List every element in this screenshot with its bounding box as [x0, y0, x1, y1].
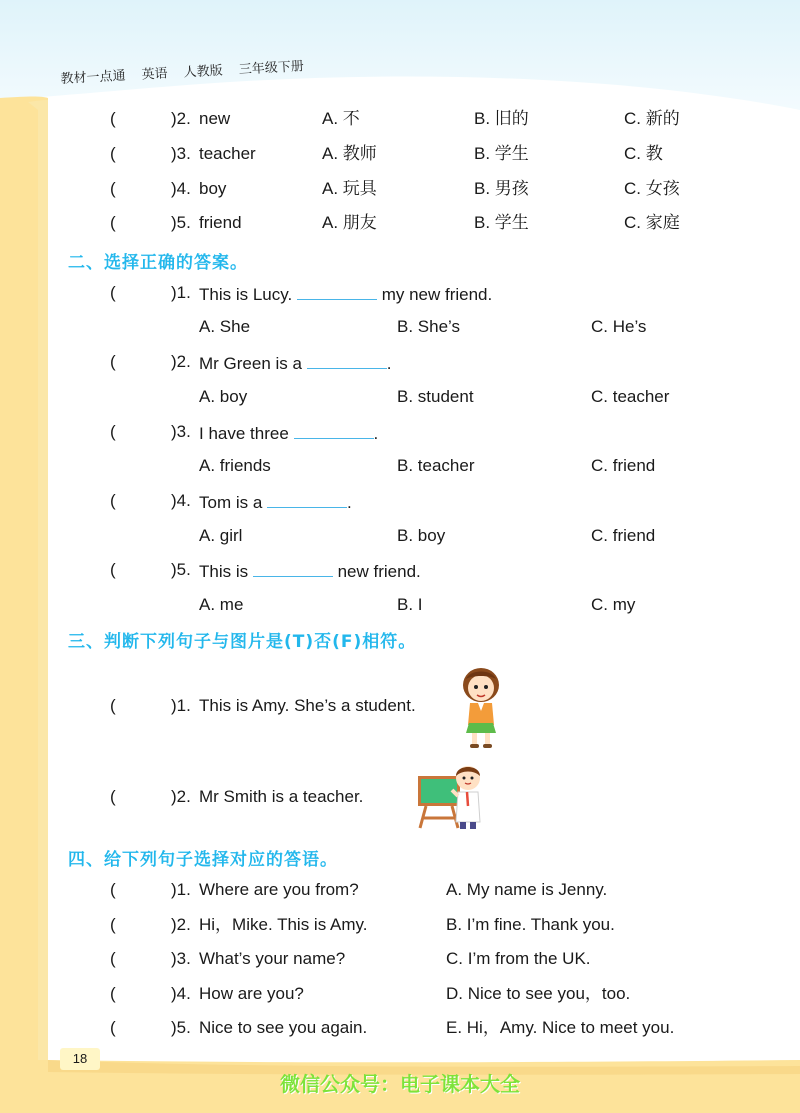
options-row: [0, 524, 800, 548]
header-grade: 三年级下册: [238, 59, 305, 78]
vocab-word: new: [199, 109, 231, 128]
option-b: B. 男孩: [474, 179, 529, 198]
vocab-item: [0, 142, 800, 166]
option-c: C. 教: [624, 144, 663, 163]
option-a: A. 不: [322, 109, 360, 128]
question-number: )5.: [171, 560, 191, 579]
option-c: C. my: [591, 595, 636, 614]
option-c: C. 家庭: [624, 213, 680, 232]
question-text: How are you?: [199, 984, 304, 1003]
fill-blank[interactable]: [294, 420, 374, 439]
option-b: B. 学生: [474, 213, 529, 232]
option-c: C. friend: [591, 526, 656, 545]
answer-blank[interactable]: (: [110, 179, 116, 198]
fill-blank[interactable]: [297, 281, 377, 300]
answer-blank[interactable]: (: [110, 422, 116, 441]
option-a: A. 朋友: [322, 213, 377, 232]
option-b: B. She’s: [397, 317, 461, 336]
answer-blank[interactable]: (: [110, 144, 116, 163]
question-text: Mr Smith is a teacher.: [199, 787, 364, 806]
question-text: Hi，Mike. This is Amy.: [199, 915, 368, 934]
answer-blank[interactable]: (: [110, 915, 116, 934]
question-text: Nice to see you again.: [199, 1018, 368, 1037]
option-a: A. boy: [199, 387, 248, 406]
question-number: )1.: [171, 696, 191, 715]
question-text: [199, 558, 421, 584]
question-number: )1.: [171, 880, 191, 899]
question-number: )5.: [171, 213, 191, 232]
answer-blank[interactable]: (: [110, 949, 116, 968]
answer-option: B. I’m fine. Thank you.: [446, 915, 615, 934]
question-text: This is Amy. She’s a student.: [199, 696, 416, 715]
option-a: A. friends: [199, 456, 271, 475]
match-row: [0, 878, 800, 902]
question-text: [199, 281, 492, 307]
header-edition: 人教版: [183, 63, 224, 81]
question-row: [0, 489, 800, 513]
girl-student-illustration: [458, 665, 504, 751]
answer-blank[interactable]: (: [110, 984, 116, 1003]
match-row: [0, 913, 800, 937]
question-number: )4.: [171, 984, 191, 1003]
option-a: A. girl: [199, 526, 243, 545]
watermark: 微信公众号：电子课本大全: [280, 1072, 520, 1096]
question-text-before: Mr Green is a: [199, 354, 302, 373]
question-text: Where are you from?: [199, 880, 359, 899]
fill-blank[interactable]: [253, 558, 333, 577]
answer-blank[interactable]: (: [110, 213, 116, 232]
question-row: [0, 694, 800, 718]
question-number: )2.: [171, 915, 191, 934]
question-row: [0, 420, 800, 444]
page-number: 18: [60, 1048, 100, 1070]
question-number: )5.: [171, 1018, 191, 1037]
question-number: )2.: [171, 352, 191, 371]
option-b: B. teacher: [397, 456, 475, 475]
question-number: )2.: [171, 109, 191, 128]
fill-blank[interactable]: [307, 350, 387, 369]
question-text: [199, 350, 391, 376]
answer-option: D. Nice to see you，too.: [446, 984, 631, 1003]
options-row: [0, 315, 800, 339]
header-book: 教材一点通: [60, 68, 126, 87]
answer-option: C. I’m from the UK.: [446, 949, 591, 968]
answer-blank[interactable]: (: [110, 787, 116, 806]
answer-blank[interactable]: (: [110, 560, 116, 579]
option-b: B. I: [397, 595, 423, 614]
question-text-before: This is: [199, 562, 249, 581]
question-text: [199, 489, 352, 515]
option-c: C. friend: [591, 456, 656, 475]
vocab-item: [0, 107, 800, 131]
question-text-after: .: [347, 493, 352, 512]
question-row: [0, 281, 800, 305]
option-c: C. 女孩: [624, 179, 680, 198]
answer-blank[interactable]: (: [110, 109, 116, 128]
question-text-after: my new friend.: [381, 285, 493, 304]
option-c: C. 新的: [624, 109, 680, 128]
option-b: B. student: [397, 387, 474, 406]
answer-blank[interactable]: (: [110, 1018, 116, 1037]
header-subject: 英语: [141, 66, 169, 83]
question-text-after: new friend.: [337, 562, 421, 581]
question-number: )3.: [171, 949, 191, 968]
question-number: )4.: [171, 491, 191, 510]
option-c: C. He’s: [591, 317, 647, 336]
answer-blank[interactable]: (: [110, 283, 116, 302]
question-number: )2.: [171, 787, 191, 806]
question-number: )4.: [171, 179, 191, 198]
question-text-before: Tom is a: [199, 493, 263, 512]
question-text-after: .: [386, 354, 392, 373]
match-row: [0, 947, 800, 971]
teacher-blackboard-illustration: [416, 762, 488, 830]
answer-blank[interactable]: (: [110, 696, 116, 715]
option-a: A. She: [199, 317, 251, 336]
answer-blank[interactable]: (: [110, 880, 116, 899]
question-number: )3.: [171, 144, 191, 163]
vocab-word: teacher: [199, 144, 256, 163]
answer-blank[interactable]: (: [110, 491, 116, 510]
answer-option: E. Hi，Amy. Nice to meet you.: [446, 1018, 675, 1037]
answer-blank[interactable]: (: [110, 352, 116, 371]
fill-blank[interactable]: [267, 489, 347, 508]
vocab-word: boy: [199, 179, 227, 198]
option-b: B. boy: [397, 526, 446, 545]
options-row: [0, 385, 800, 409]
question-number: )3.: [171, 422, 191, 441]
question-number: )1.: [171, 283, 191, 302]
question-text: What’s your name?: [199, 949, 346, 968]
options-row: [0, 593, 800, 617]
vocab-item: [0, 211, 800, 235]
question-text-before: I have three: [199, 424, 289, 443]
question-row: [0, 785, 800, 809]
match-row: [0, 1016, 800, 1040]
section-2-title: 二、选择正确的答案。: [68, 253, 248, 273]
question-text-after: .: [373, 424, 379, 443]
options-row: [0, 454, 800, 478]
question-row: [0, 350, 800, 374]
option-a: A. me: [199, 595, 244, 614]
option-b: B. 旧的: [474, 109, 529, 128]
section-4-title: 四、给下列句子选择对应的答语。: [68, 850, 338, 870]
option-a: A. 玩具: [322, 179, 377, 198]
answer-option: A. My name is Jenny.: [446, 880, 608, 899]
vocab-word: friend: [199, 213, 242, 232]
vocab-item: [0, 177, 800, 201]
question-row: [0, 558, 800, 582]
match-row: [0, 982, 800, 1006]
question-text-before: This is Lucy.: [199, 285, 293, 304]
option-c: C. teacher: [591, 387, 670, 406]
section-3-title: 三、判断下列句子与图片是(T)否(F)相符。: [68, 632, 417, 652]
option-a: A. 教师: [322, 144, 377, 163]
question-text: [199, 420, 378, 446]
option-b: B. 学生: [474, 144, 529, 163]
